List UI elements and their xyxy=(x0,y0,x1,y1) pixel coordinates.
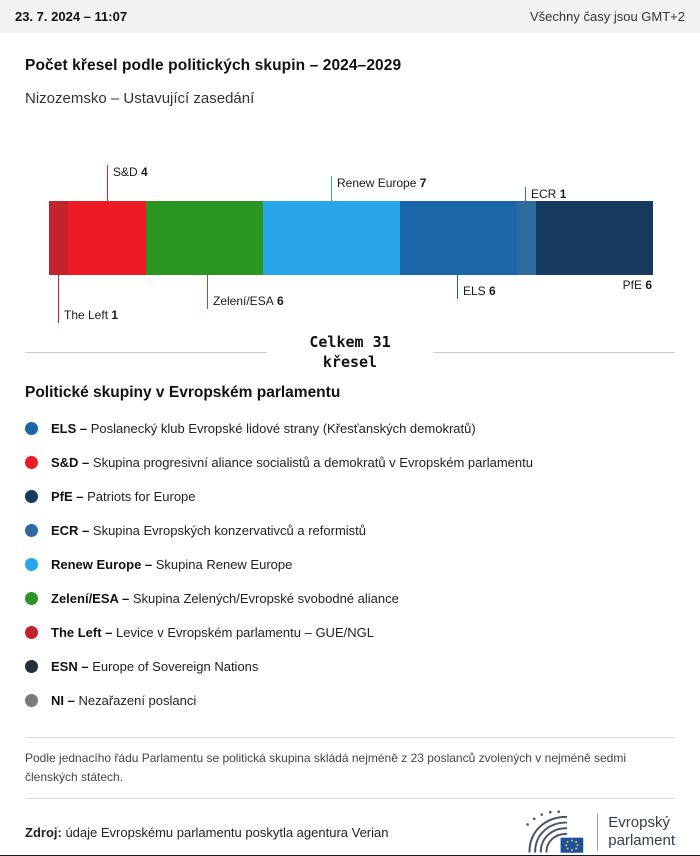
bar-label-seats: 6 xyxy=(277,294,284,308)
bar-segment-pfe[interactable] xyxy=(536,201,653,275)
bar-label-name: ELS xyxy=(463,284,486,298)
bar-segment-ecr[interactable] xyxy=(517,201,536,275)
legend-color-dot xyxy=(25,558,38,571)
top-bar xyxy=(0,0,700,33)
page-title: Počet křesel podle politických skupin – 2024–2029 xyxy=(25,57,402,74)
bar-label-name: S&D xyxy=(113,165,138,179)
logo-word-2: parlament xyxy=(608,832,675,850)
bar-label-name: Renew Europe xyxy=(337,176,417,190)
bar-label-the-left xyxy=(58,275,118,323)
bar-label-name: Zelení/ESA xyxy=(213,294,274,308)
legend-color-dot xyxy=(25,456,38,469)
source-text: údaje Evropskému parlamentu poskytla agentura Verian xyxy=(65,824,389,840)
bar-label-seats: 1 xyxy=(559,187,567,201)
page-subtitle: Nizozemsko – Ustavující zasedání xyxy=(25,90,255,107)
divider xyxy=(25,798,675,799)
legend-item-label: NI – Nezařazení poslanci xyxy=(51,692,197,708)
legend-item-label: S&D – Skupina progresivní aliance socialistů a demokratů v Evropském parlamentu xyxy=(51,454,533,470)
stacked-bar xyxy=(49,201,653,275)
seats-chart xyxy=(25,161,675,327)
legend-item-label: ECR – Skupina Evropských konzervativců a reformistů xyxy=(51,522,367,538)
bar-label-els xyxy=(457,275,496,299)
ep-hemicycle-icon xyxy=(521,809,587,855)
legend-title: Politické skupiny v Evropském parlamentu xyxy=(25,384,341,401)
bar-label-name: The Left xyxy=(64,308,109,322)
logo-separator xyxy=(597,813,598,851)
legend-item-label: ELS – Poslanecký klub Evropské lidové strany (Křesťanských demokratů) xyxy=(51,420,476,436)
bar-label-seats: 6 xyxy=(645,278,652,292)
bar-label-ecr xyxy=(525,187,566,201)
legend-item-label: Zelení/ESA – Skupina Zelených/Evropské svobodné aliance xyxy=(51,590,399,606)
bar-segment-els[interactable] xyxy=(400,201,517,275)
legend-item-label: PfE – Patriots for Europe xyxy=(51,488,196,504)
legend-item-8 xyxy=(25,683,675,717)
total-line-2: křesel xyxy=(322,352,378,371)
bar-label-name: ECR xyxy=(531,187,557,201)
timezone-note: Všechny časy jsou GMT+2 xyxy=(530,9,685,24)
logo-word-1: Evropský xyxy=(608,814,670,832)
bar-label-seats: 6 xyxy=(489,284,496,298)
legend-color-dot xyxy=(25,592,38,605)
legend-color-dot xyxy=(25,524,38,537)
source-note xyxy=(25,825,388,840)
datetime: 23. 7. 2024 – 11:07 xyxy=(15,9,128,24)
total-seats xyxy=(25,333,675,372)
legend-color-dot xyxy=(25,694,38,707)
legend-color-dot xyxy=(25,626,38,639)
source-label: Zdroj: xyxy=(25,824,62,840)
legend-item-7 xyxy=(25,649,675,683)
total-rule-right xyxy=(433,352,675,353)
legend-item-0 xyxy=(25,411,675,445)
footer xyxy=(25,809,675,855)
bar-segment-renew-europe[interactable] xyxy=(263,201,399,275)
legend-color-dot xyxy=(25,422,38,435)
bar-label-zeleni-esa xyxy=(207,275,284,309)
legend-item-5 xyxy=(25,581,675,615)
bar-label-seats: 7 xyxy=(419,176,427,190)
main-content xyxy=(0,33,700,855)
bar-segment-zelen-esa[interactable] xyxy=(146,201,263,275)
total-line-1: Celkem 31 xyxy=(309,333,391,351)
bar-label-seats: 4 xyxy=(141,165,148,179)
footnote: Podle jednacího řádu Parlamentu se politická skupina skládá nejméně z 23 poslanců zvolených v nejméně sedmi členských státech. xyxy=(25,751,627,785)
legend-item-label: Renew Europe – Skupina Renew Europe xyxy=(51,556,293,572)
european-parliament-logo[interactable] xyxy=(521,809,675,855)
total-seats-label xyxy=(267,333,432,372)
legend-list xyxy=(25,411,675,717)
bar-segment-s-d[interactable] xyxy=(68,201,146,275)
bar-label-renew-europe xyxy=(331,176,426,201)
legend-item-2 xyxy=(25,479,675,513)
bar-label-name: PfE xyxy=(622,278,642,292)
legend-item-label: ESN – Europe of Sovereign Nations xyxy=(51,658,259,674)
total-rule-left xyxy=(25,352,267,353)
bar-label-sd xyxy=(107,165,148,201)
legend-item-1 xyxy=(25,445,675,479)
logo-wordmark xyxy=(608,814,675,850)
legend-color-dot xyxy=(25,660,38,673)
legend-item-3 xyxy=(25,513,675,547)
divider xyxy=(25,737,675,738)
legend-item-label: The Left – Levice v Evropském parlamentu – GUE/NGL xyxy=(51,624,374,640)
legend-color-dot xyxy=(25,490,38,503)
bar-segment-the-left[interactable] xyxy=(49,201,68,275)
legend-item-6 xyxy=(25,615,675,649)
bar-label-pfe xyxy=(623,278,652,292)
legend-item-4 xyxy=(25,547,675,581)
bar-label-seats: 1 xyxy=(111,308,119,322)
